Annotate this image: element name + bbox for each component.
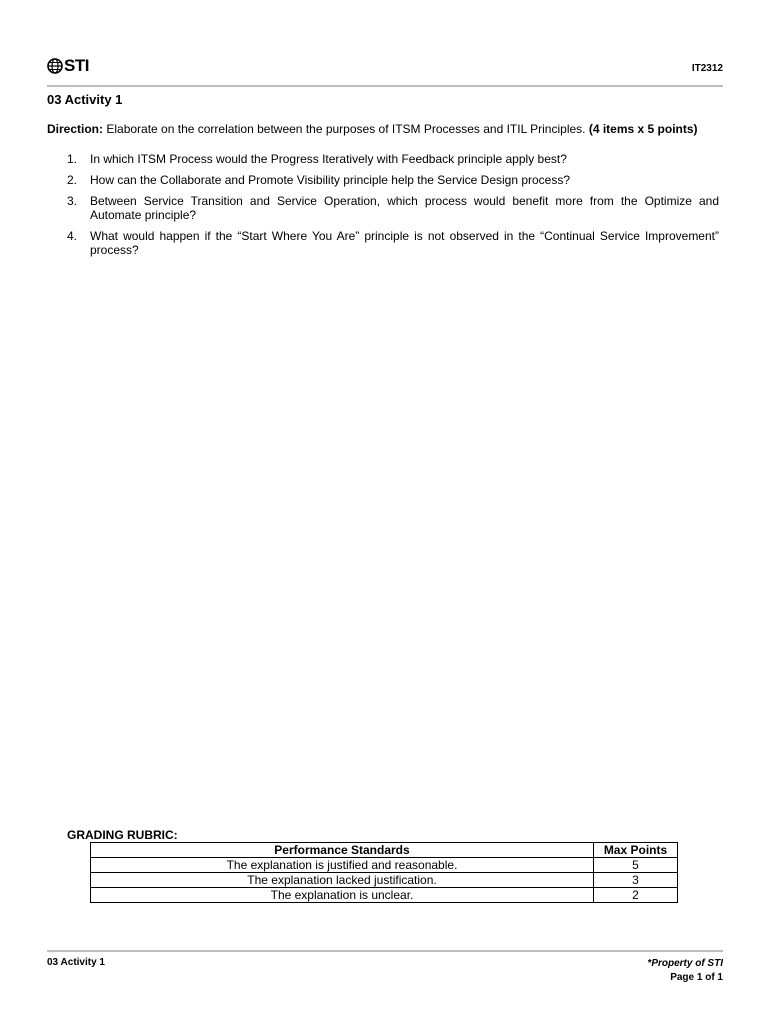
question-number: 1.	[67, 152, 78, 166]
direction-text	[47, 122, 737, 136]
question-text: In which ITSM Process would the Progress Iteratively with Feedback principle apply best?	[90, 152, 567, 166]
logo-text: STI	[64, 56, 89, 75]
grading-rubric-table	[90, 842, 678, 903]
standard-cell: The explanation is justified and reasonable.	[91, 858, 594, 873]
list-item	[47, 194, 719, 222]
question-text: How can the Collaborate and Promote Visibility principle help the Service Design process?	[90, 173, 571, 187]
question-number: 2.	[67, 173, 78, 187]
table-row	[91, 858, 678, 873]
points-cell: 5	[594, 858, 678, 873]
direction-label: Direction:	[47, 122, 104, 136]
direction-body: Elaborate on the correlation between the purposes of ITSM Processes and ITIL Principles.	[103, 122, 589, 136]
footer-divider	[47, 950, 723, 952]
page-header	[47, 54, 723, 86]
page-title: 03 Activity 1	[47, 92, 123, 107]
question-text: Between Service Transition and Service Operation, which process would benefit more from the Optimize and Automate principle?	[90, 194, 719, 222]
points-cell: 3	[594, 873, 678, 888]
standard-cell: The explanation lacked justification.	[91, 873, 594, 888]
question-text: What would happen if the “Start Where You Are” principle is not observed in the “Continual Service Improvement” process?	[90, 229, 719, 257]
list-item	[47, 229, 719, 257]
footer-info	[647, 957, 723, 985]
header-divider	[47, 85, 723, 87]
footer-page-number: Page 1 of 1	[670, 972, 723, 983]
question-number: 4.	[67, 229, 78, 243]
globe-icon	[47, 58, 63, 74]
standard-cell: The explanation is unclear.	[91, 888, 594, 903]
course-code: IT2312	[691, 63, 723, 74]
rubric-heading: GRADING RUBRIC:	[67, 828, 178, 842]
list-item	[47, 152, 719, 166]
question-list	[47, 152, 719, 264]
table-row	[91, 873, 678, 888]
question-number: 3.	[67, 194, 78, 208]
table-header-row	[91, 843, 678, 858]
column-header-points: Max Points	[594, 843, 678, 858]
sti-logo	[47, 56, 89, 76]
column-header-standards: Performance Standards	[91, 843, 594, 858]
footer-activity: 03 Activity 1	[47, 957, 105, 968]
table-row	[91, 888, 678, 903]
direction-points: (4 items x 5 points)	[588, 122, 698, 136]
list-item	[47, 173, 719, 187]
points-cell: 2	[594, 888, 678, 903]
footer-property: *Property of STI	[647, 958, 723, 969]
